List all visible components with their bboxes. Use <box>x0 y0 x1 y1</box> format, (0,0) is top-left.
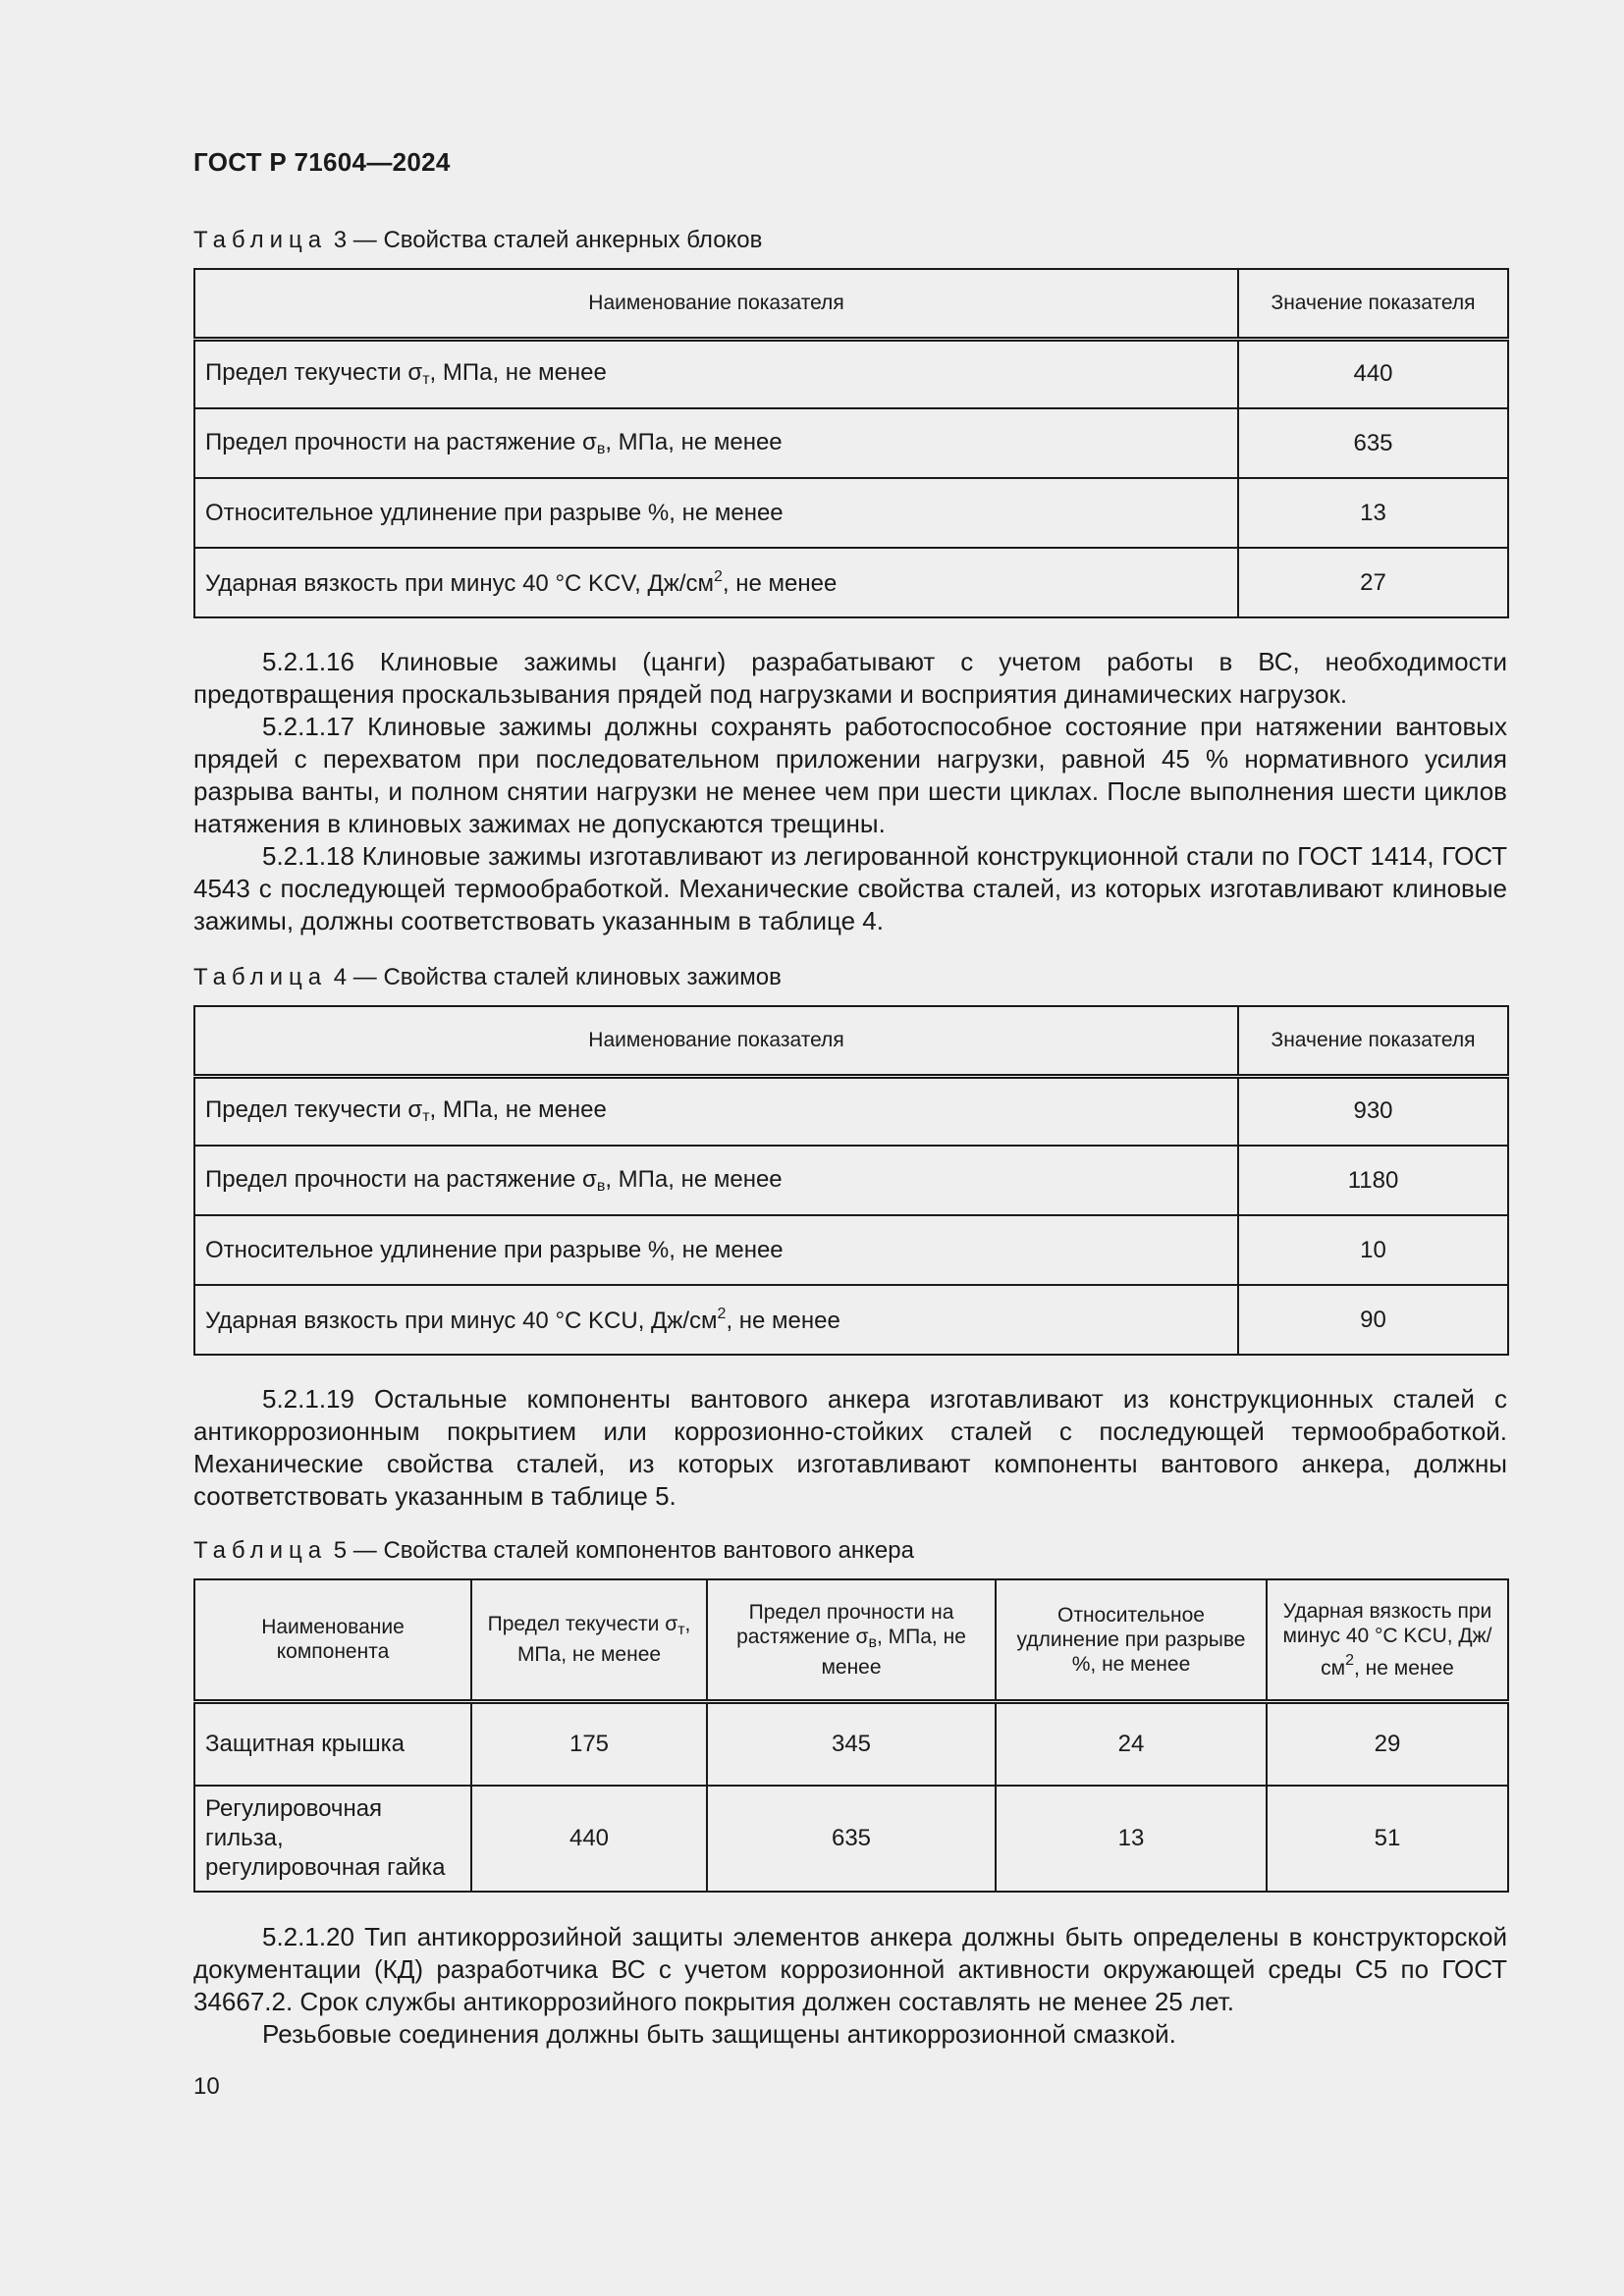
table4-header-row <box>194 1006 1508 1076</box>
section-5-2-1-20 <box>193 1921 1507 2051</box>
row-label: Ударная вязкость при минус 40 °С KCU, $Дж/см^2$, не менее <box>194 1285 1238 1355</box>
value-impact: 29 <box>1267 1701 1508 1786</box>
table5-col-elongation: Относительное удлинение при разрыве %, не менее <box>996 1579 1267 1701</box>
paragraph-5-2-1-19: 5.2.1.19 Остальные компоненты вантового анкера изготавливают из конструкционных сталей с антикоррозионным покрытием или коррозионно-стойких сталей с последующей термообработкой. Механические свойства сталей, из которых изготавливают компоненты вантового анкера, должны соответствовать указанным в таблице 5. <box>193 1384 1507 1511</box>
row-value: 1180 <box>1238 1146 1508 1215</box>
value-yield: 175 <box>471 1701 707 1786</box>
paragraph-5-2-1-16: 5.2.1.16 Клиновые зажимы (цанги) разрабатывают с учетом работы в ВС, необходимости предотвращения проскальзывания прядей под нагрузками и восприятия динамических нагрузок. <box>193 647 1507 709</box>
paragraph-5-2-1-20: 5.2.1.20 Тип антикоррозийной защиты элементов анкера должны быть определены в конструкторской документации (КД) разработчика ВС с учетом коррозионной активности окружающей среды С5 по ГОСТ 34667.2. Срок службы антикоррозийного покрытия должен составлять не менее 25 лет. <box>193 1922 1507 2016</box>
table-row <box>194 1146 1508 1215</box>
table-row <box>194 1701 1508 1786</box>
table5-col-impact: Ударная вязкость при минус 40 °С KCU, $Дж/см^2$, не менее <box>1267 1579 1508 1701</box>
section-5-2-1-16-18 <box>193 646 1507 937</box>
table5-col-tensile: Предел прочности на растяжение $\sigma_в$, МПа, не менее <box>707 1579 996 1701</box>
table-row <box>194 548 1508 617</box>
table5-col-yield: Предел текучести $\sigma_т$, МПа, не менее <box>471 1579 707 1701</box>
paragraph-threaded-joints: Резьбовые соединения должны быть защищены антикоррозионной смазкой. <box>262 2019 1176 2049</box>
table5 <box>193 1578 1509 1893</box>
table5-header-row <box>194 1579 1508 1701</box>
table4-caption-prefix: Таблица <box>193 964 328 990</box>
table4-caption-title: 4 — Свойства сталей клиновых зажимов <box>327 964 782 990</box>
table5-caption <box>193 1537 914 1565</box>
table4 <box>193 1005 1509 1356</box>
table-row <box>194 478 1508 548</box>
value-impact: 51 <box>1267 1786 1508 1892</box>
document-code: ГОСТ Р 71604—2024 <box>193 147 451 177</box>
row-value: 27 <box>1238 548 1508 617</box>
value-elongation: 13 <box>996 1786 1267 1892</box>
table4-col-name: Наименование показателя <box>194 1006 1238 1076</box>
section-5-2-1-19 <box>193 1383 1507 1513</box>
row-label: Относительное удлинение при разрыве %, не менее <box>194 1215 1238 1285</box>
paragraph-5-2-1-18: 5.2.1.18 Клиновые зажимы изготавливают из легированной конструкционной стали по ГОСТ 1414, ГОСТ 4543 с последующей термообработкой. Механические свойства сталей, из которых изготавливают клиновые зажимы, должны соответствовать указанным в таблице 4. <box>193 841 1507 935</box>
component-name: Защитная крышка <box>194 1701 471 1786</box>
value-elongation: 24 <box>996 1701 1267 1786</box>
row-value: 440 <box>1238 339 1508 408</box>
table-row <box>194 1285 1508 1355</box>
table-row <box>194 1215 1508 1285</box>
table3-header-row <box>194 269 1508 339</box>
row-label: Предел прочности на растяжение $\sigma_в$, МПа, не менее <box>194 408 1238 478</box>
value-yield: 440 <box>471 1786 707 1892</box>
row-label: Предел текучести $\sigma_т$, МПа, не менее <box>194 339 1238 408</box>
row-label: Ударная вязкость при минус 40 °С KCV, $Дж/см^2$, не менее <box>194 548 1238 617</box>
table3-caption-prefix: Таблица <box>193 227 328 253</box>
table-row <box>194 408 1508 478</box>
table3-caption-title: 3 — Свойства сталей анкерных блоков <box>327 227 763 253</box>
row-value: 10 <box>1238 1215 1508 1285</box>
table-row <box>194 339 1508 408</box>
table-row <box>194 1076 1508 1146</box>
table3-col-value: Значение показателя <box>1238 269 1508 339</box>
component-name: Регулировочная гильза, регулировочная гайка <box>194 1786 471 1892</box>
paragraph-5-2-1-17: 5.2.1.17 Клиновые зажимы должны сохранять работоспособное состояние при натяжении вантовых прядей с перехватом при последовательном приложении нагрузки, равной 45 % нормативного усилия разрыва ванты, и полном снятии нагрузки не менее чем при шести циклах. После выполнения шести циклов натяжения в клиновых зажимах не допускаются трещины. <box>193 712 1507 838</box>
page-number: 10 <box>193 2073 220 2100</box>
value-tensile: 635 <box>707 1786 996 1892</box>
table4-caption <box>193 964 782 991</box>
row-value: 13 <box>1238 478 1508 548</box>
value-tensile: 345 <box>707 1701 996 1786</box>
row-value: 930 <box>1238 1076 1508 1146</box>
table-row <box>194 1786 1508 1892</box>
table4-col-value: Значение показателя <box>1238 1006 1508 1076</box>
row-label: Предел прочности на растяжение $\sigma_в$, МПа, не менее <box>194 1146 1238 1215</box>
row-value: 90 <box>1238 1285 1508 1355</box>
row-label: Относительное удлинение при разрыве %, не менее <box>194 478 1238 548</box>
row-label: Предел текучести $\sigma_т$, МПа, не менее <box>194 1076 1238 1146</box>
table3-col-name: Наименование показателя <box>194 269 1238 339</box>
table3 <box>193 268 1509 618</box>
row-value: 635 <box>1238 408 1508 478</box>
table5-caption-title: 5 — Свойства сталей компонентов вантового анкера <box>327 1537 914 1564</box>
table5-caption-prefix: Таблица <box>193 1537 328 1564</box>
table5-col-component: Наименование компонента <box>194 1579 471 1701</box>
table3-caption <box>193 227 762 254</box>
